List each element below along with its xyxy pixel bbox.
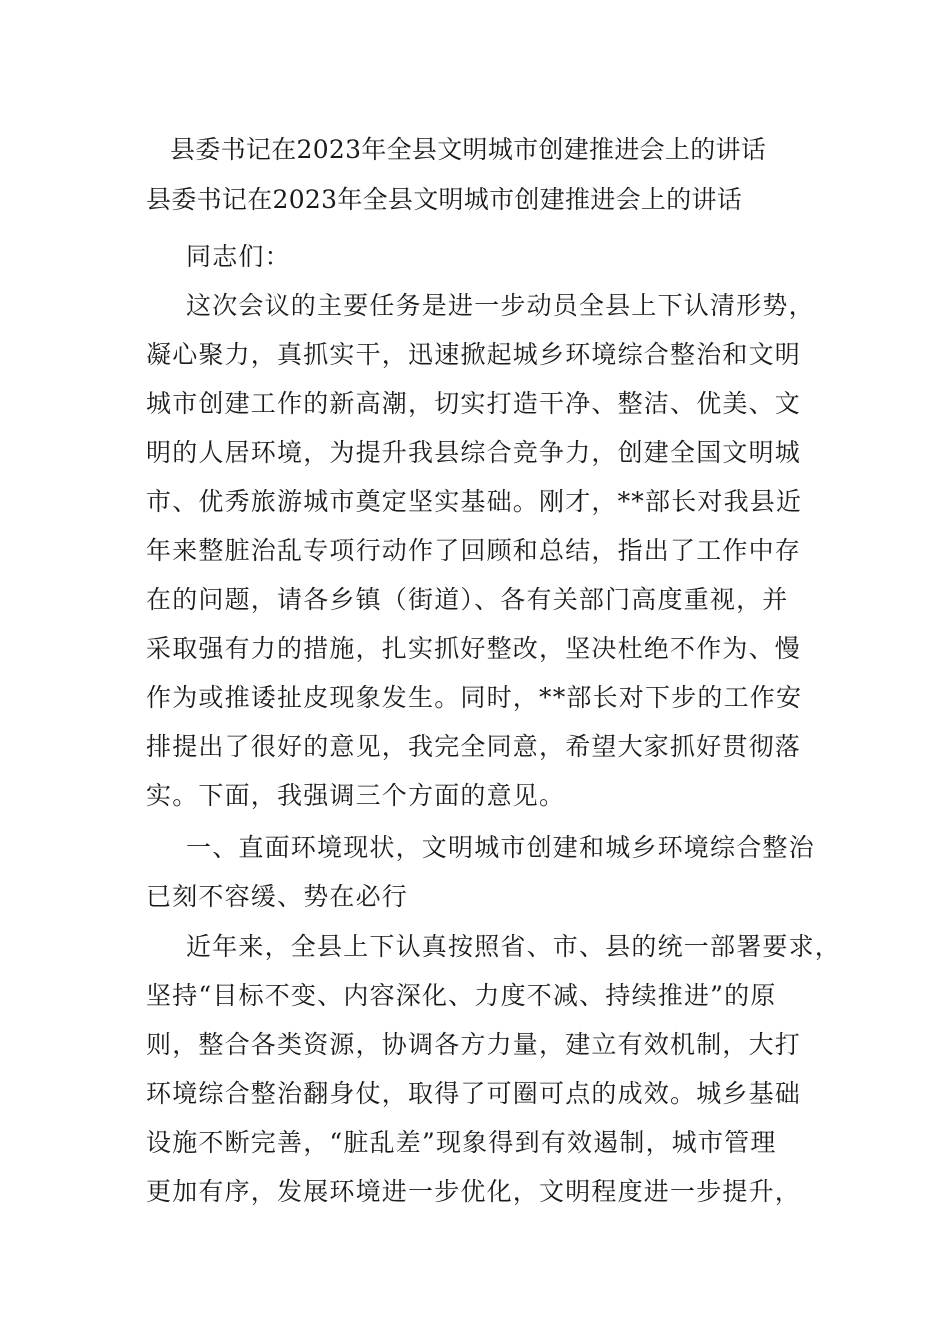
paragraph-line: 凝心聚力，真抓实干，迅速掀起城乡环境综合整治和文明 — [146, 340, 802, 369]
paragraph-line: 采取强有力的措施，扎实抓好整改，坚决杜绝不作为、慢 — [146, 634, 802, 663]
paragraph-2 — [146, 922, 842, 1216]
paragraph-line: 则，整合各类资源，协调各方力量，建立有效机制，大打 — [146, 1030, 802, 1059]
section-heading-1 — [146, 823, 836, 921]
document-title-repeat: 县委书记在2023年全县文明城市创建推进会上的讲话 — [146, 185, 743, 214]
heading-line: 一、直面环境现状，文明城市创建和城乡环境综合整治 — [186, 833, 815, 862]
paragraph-line: 年来整脏治乱专项行动作了回顾和总结，指出了工作中存 — [146, 536, 802, 565]
paragraph-line: 近年来，全县上下认真按照省、市、县的统一部署要求， — [186, 932, 842, 961]
heading-line: 已刻不容缓、势在必行 — [146, 882, 409, 911]
salutation: 同志们： — [186, 242, 291, 271]
paragraph-line: 作为或推诿扯皮现象发生。同时，**部长对下步的工作安 — [146, 683, 803, 712]
paragraph-line: 设施不断完善，“脏乱差”现象得到有效遏制，城市管理 — [146, 1128, 777, 1157]
paragraph-line: 市、优秀旅游城市奠定坚实基础。刚才，**部长对我县近 — [146, 487, 803, 516]
paragraph-line: 排提出了很好的意见，我完全同意，希望大家抓好贯彻落 — [146, 732, 802, 761]
paragraph-1 — [146, 281, 836, 820]
paragraph-line: 坚持“目标不变、内容深化、力度不减、持续推进”的原 — [146, 981, 777, 1010]
salutation-block — [146, 232, 836, 281]
paragraph-line: 更加有序，发展环境进一步优化，文明程度进一步提升， — [146, 1177, 802, 1206]
document-title: 县委书记在2023年全县文明城市创建推进会上的讲话 — [170, 135, 767, 164]
paragraph-line: 环境综合整治翻身仗，取得了可圈可点的成效。城乡基础 — [146, 1079, 802, 1108]
paragraph-line: 在的问题，请各乡镇（街道）、各有关部门高度重视，并 — [146, 585, 789, 614]
paragraph-line: 这次会议的主要任务是进一步动员全县上下认清形势， — [186, 291, 815, 320]
paragraph-line: 明的人居环境，为提升我县综合竞争力，创建全国文明城 — [146, 438, 802, 467]
paragraph-line: 实。下面，我强调三个方面的意见。 — [146, 781, 566, 810]
paragraph-line: 城市创建工作的新高潮，切实打造干净、整洁、优美、文 — [146, 389, 802, 418]
